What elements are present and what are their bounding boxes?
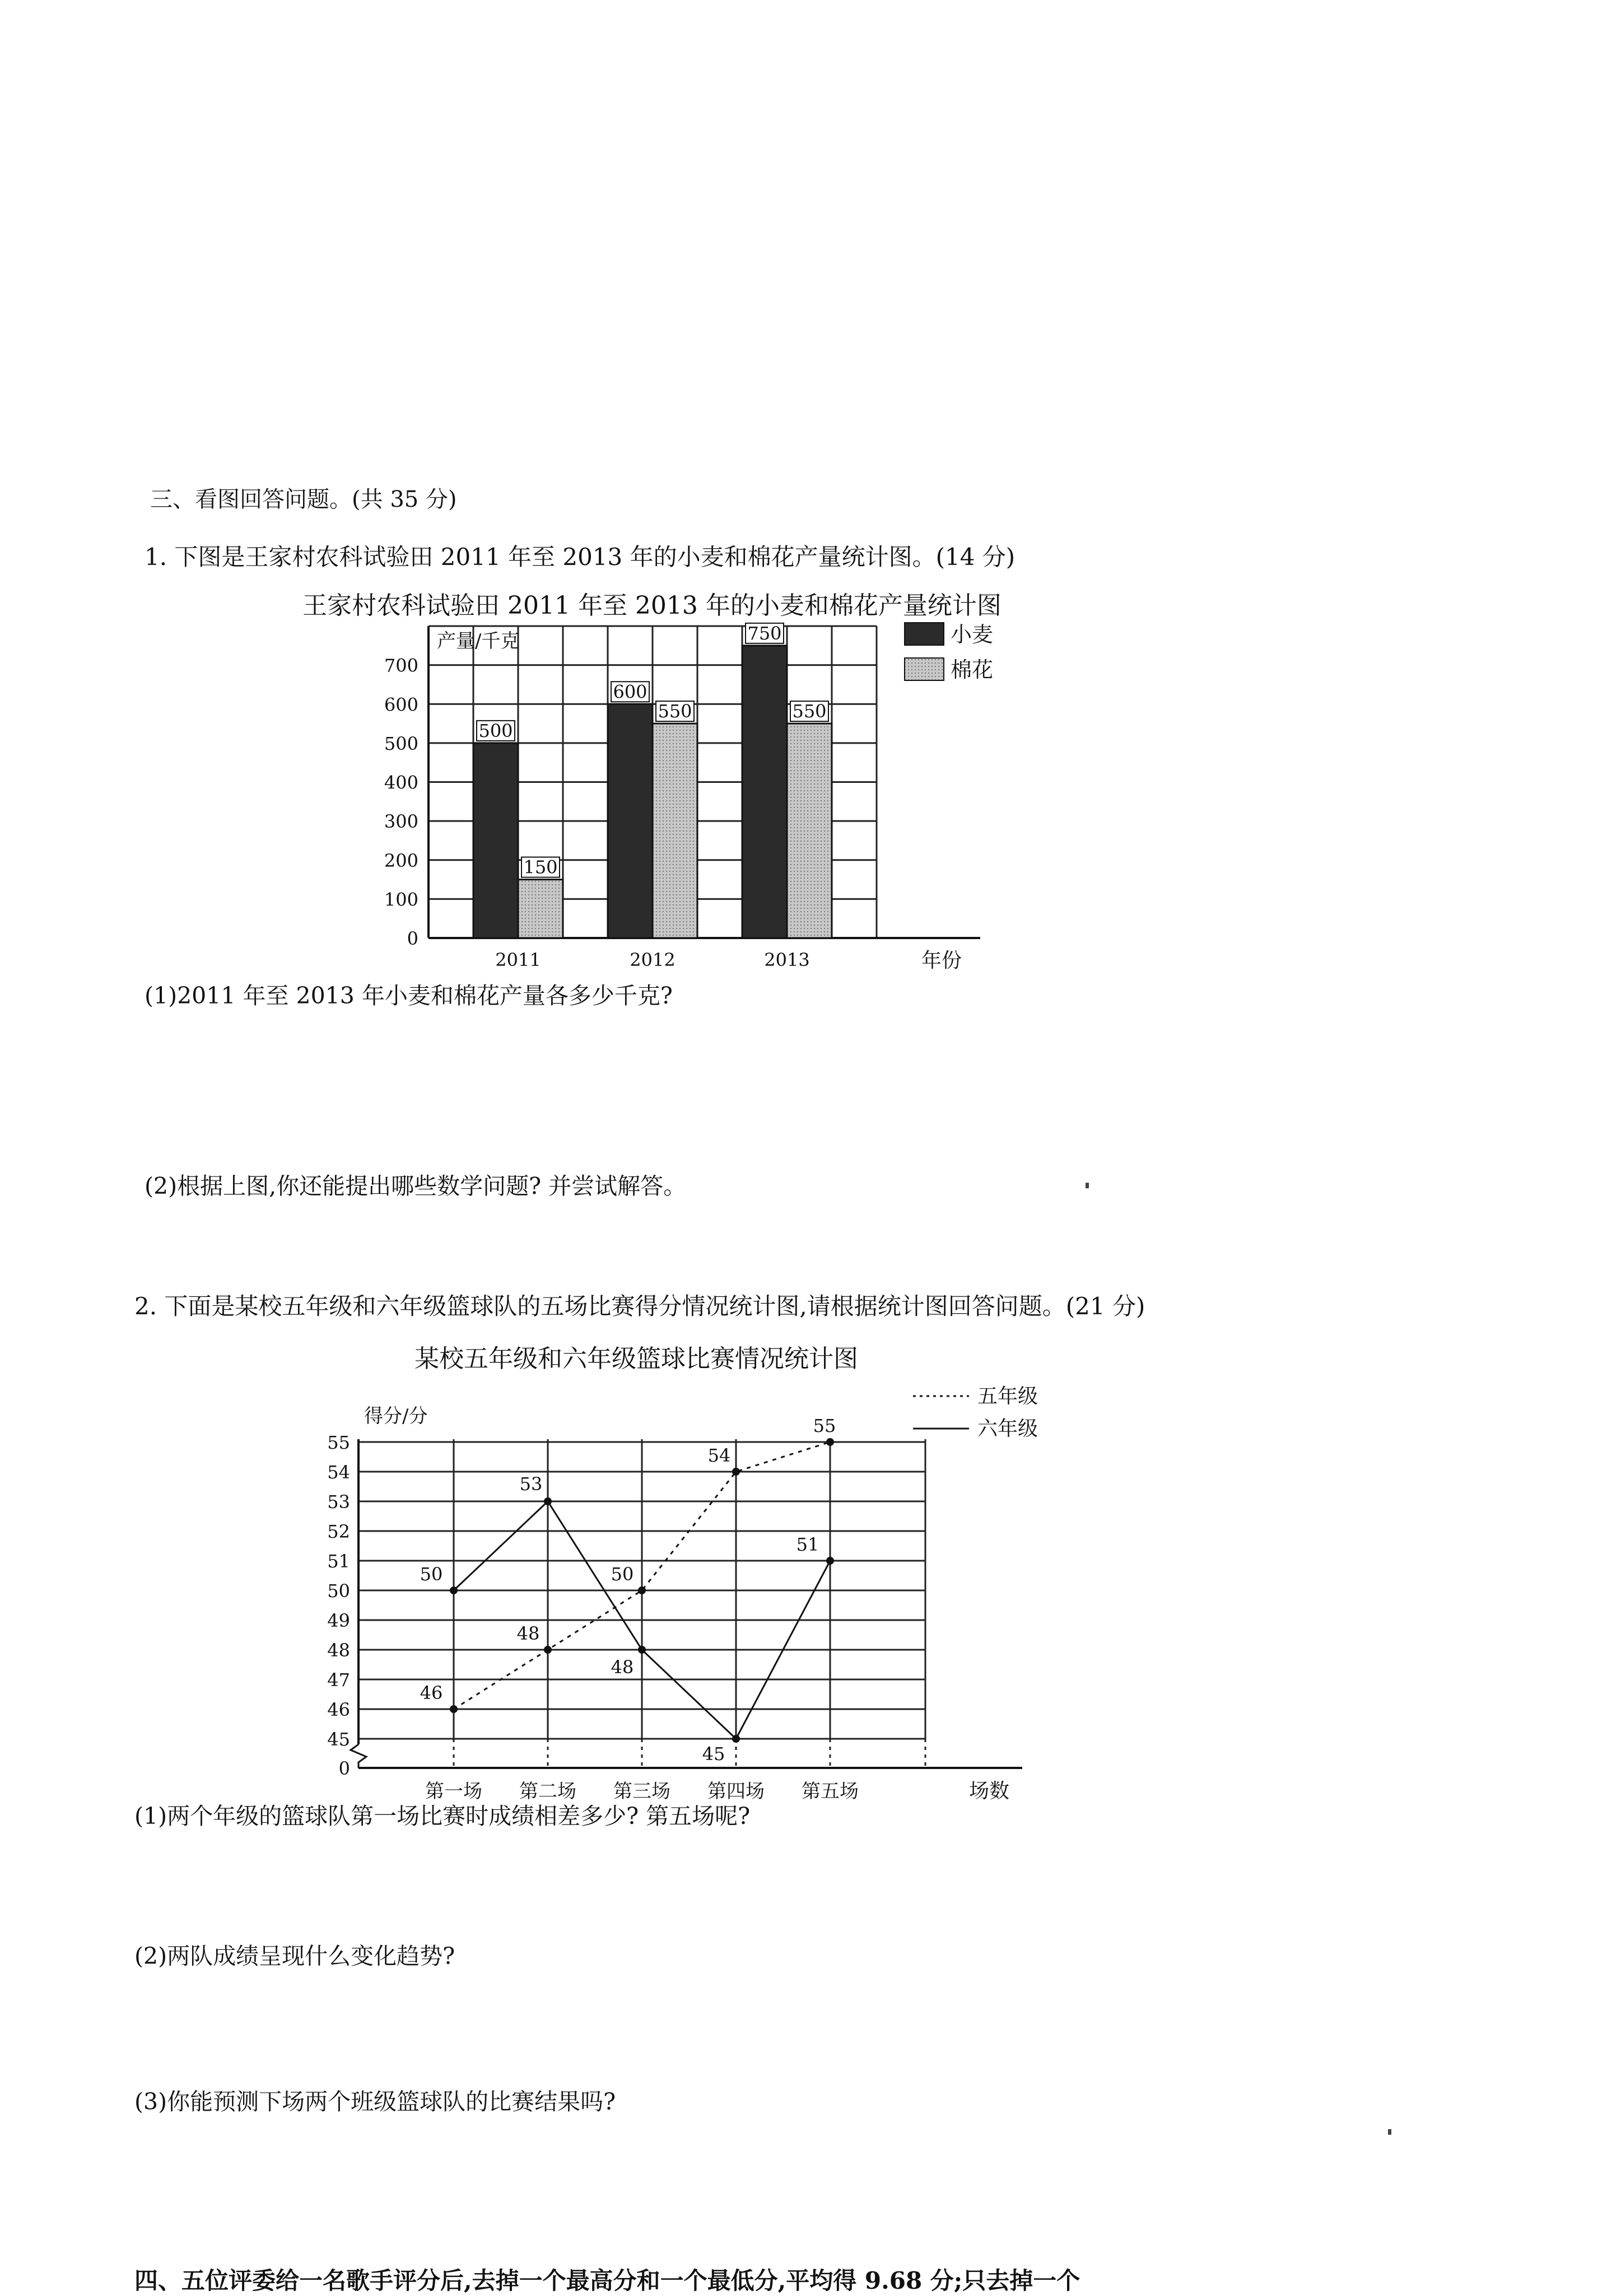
q1-sub1: (1)2011 年至 2013 年小麦和棉花产量各多少千克? [145, 982, 673, 1009]
grade6-value-label: 53 [519, 1473, 543, 1495]
line-y-tick-label: 51 [327, 1551, 350, 1572]
q2-prompt: 2. 下面是某校五年级和六年级篮球队的五场比赛得分情况统计图,请根据统计图回答问题。(21 分) [134, 1292, 1145, 1320]
grade5-point [732, 1468, 740, 1476]
line-y-tick-label: 46 [327, 1699, 350, 1720]
q2-sub2: (2)两队成绩呈现什么变化趋势? [134, 1943, 455, 1970]
grade5-point [544, 1646, 552, 1654]
bar-legend-label: 棉花 [951, 657, 994, 682]
bar-category-label: 2012 [630, 949, 676, 970]
grade5-point [450, 1705, 458, 1713]
bar-y-tick-label: 200 [384, 850, 418, 871]
line-category-label: 第三场 [613, 1780, 670, 1803]
line-y-tick-label: 0 [338, 1758, 350, 1779]
axis-break-icon [351, 1744, 366, 1768]
grade6-point [450, 1586, 458, 1594]
grade5-value-label: 46 [420, 1682, 443, 1704]
line-category-label: 第四场 [707, 1780, 765, 1803]
line-y-tick-label: 48 [327, 1640, 350, 1661]
grade5-point [638, 1586, 646, 1594]
grade6-value-label: 50 [420, 1564, 443, 1585]
bar-value-label: 150 [523, 856, 558, 878]
bar-y-tick-label: 400 [384, 772, 418, 794]
bar-y-tick-label: 500 [384, 732, 418, 754]
line-y-tick-label: 52 [327, 1521, 350, 1542]
grade6-point [544, 1497, 552, 1505]
bar-y-tick-label: 100 [384, 889, 418, 911]
bar-chart-title: 王家村农科试验田 2011 年至 2013 年的小麦和棉花产量统计图 [302, 591, 1002, 620]
bar-value-label: 750 [747, 622, 782, 644]
line-y-axis-label: 得分/分 [364, 1405, 428, 1427]
bar-category-label: 2013 [764, 949, 810, 970]
grade6-point [732, 1735, 740, 1743]
bar-y-tick-label: 0 [407, 928, 418, 949]
line-y-tick-label: 53 [327, 1491, 350, 1513]
grade5-value-label: 54 [707, 1445, 731, 1466]
bar-y-tick-label: 300 [384, 811, 418, 833]
line-category-label: 第二场 [519, 1780, 576, 1803]
scan-speck [1086, 1183, 1089, 1188]
bar-legend-label: 小麦 [951, 622, 994, 647]
line-legend-label: 五年级 [977, 1385, 1038, 1408]
bar-value-label: 500 [478, 720, 513, 741]
q4-partial: 四、五位评委给一名歌手评分后,去掉一个最高分和一个最低分,平均得 9.68 分;只去掉一个 [134, 2267, 1080, 2294]
line-y-tick-label: 54 [327, 1462, 350, 1483]
line-y-tick-label: 45 [327, 1729, 350, 1750]
bar-x-axis-label: 年份 [921, 949, 962, 972]
line-category-label: 第一场 [425, 1780, 482, 1803]
scan-speck [1388, 2129, 1391, 2135]
grade5-point [826, 1438, 834, 1446]
grade6-point [638, 1646, 646, 1654]
q2-sub1: (1)两个年级的篮球队第一场比赛时成绩相差多少? 第五场呢? [134, 1803, 751, 1830]
bar-y-tick-label: 700 [384, 655, 418, 676]
grade5-value-label: 50 [611, 1564, 634, 1585]
q1-prompt: 1. 下图是王家村农科试验田 2011 年至 2013 年的小麦和棉花产量统计图。(14 分) [145, 543, 1016, 571]
grade5-value-label: 55 [813, 1415, 836, 1436]
grade6-value-label: 45 [702, 1743, 725, 1765]
bar-value-label: 550 [792, 701, 827, 722]
q1-sub2: (2)根据上图,你还能提出哪些数学问题? 并尝试解答。 [145, 1173, 687, 1200]
line-x-axis-label: 场数 [969, 1780, 1010, 1803]
line-category-label: 第五场 [802, 1780, 859, 1803]
line-chart-title: 某校五年级和六年级篮球比赛情况统计图 [414, 1345, 858, 1373]
line-y-tick-label: 49 [327, 1610, 350, 1631]
bar-y-axis-label: 产量/千克 [437, 630, 520, 652]
bar-value-label: 600 [613, 681, 648, 703]
section-heading: 三、看图回答问题。(共 35 分) [150, 487, 457, 512]
grade6-point [826, 1557, 834, 1565]
grade6-value-label: 48 [611, 1656, 634, 1678]
grade6-value-label: 51 [796, 1534, 819, 1555]
bar-value-label: 550 [658, 701, 692, 722]
bar-y-tick-label: 600 [384, 694, 418, 716]
grade5-value-label: 48 [516, 1623, 540, 1644]
q2-sub3: (3)你能预测下场两个班级篮球队的比赛结果吗? [134, 2088, 616, 2115]
line-y-tick-label: 55 [327, 1432, 350, 1453]
bar-category-label: 2011 [495, 949, 541, 970]
line-y-tick-label: 47 [327, 1669, 350, 1691]
line-y-tick-label: 50 [327, 1580, 350, 1602]
line-legend-label: 六年级 [977, 1417, 1038, 1440]
